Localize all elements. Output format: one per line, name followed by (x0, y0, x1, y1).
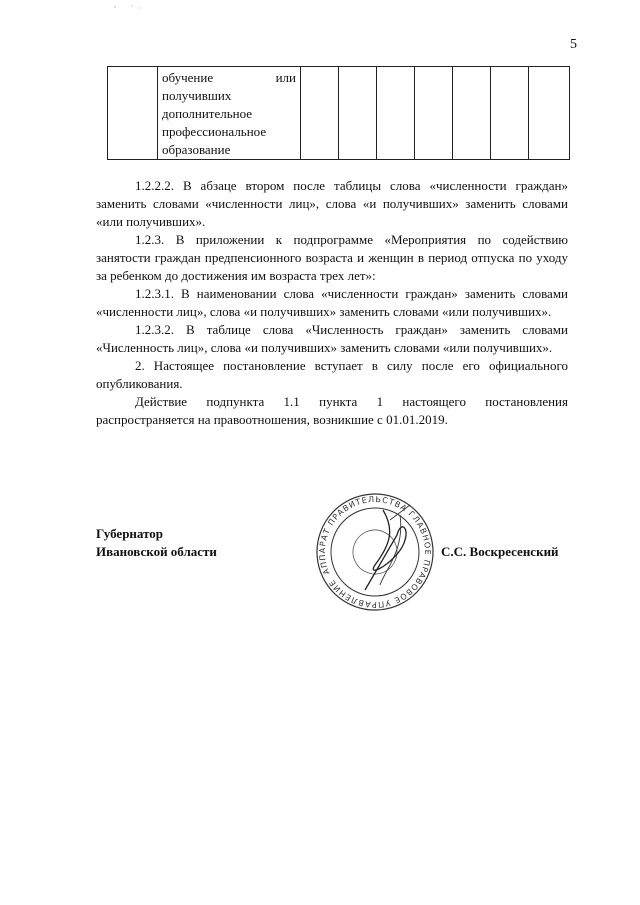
table-word: обучение (162, 70, 214, 85)
table-word: или (275, 70, 296, 85)
body-text (96, 177, 568, 429)
continuation-table (107, 66, 570, 160)
official-stamp (305, 490, 445, 615)
table-cell-empty (301, 67, 339, 160)
scan-artifact (112, 4, 142, 10)
signatory-region: Ивановской области (96, 544, 217, 559)
page-number: 5 (570, 37, 577, 52)
table-cell-description (158, 67, 301, 160)
table-cell-empty (415, 67, 453, 160)
paragraph-1-2-2-2: 1.2.2.2. В абзаце втором после таблицы слова «численности граждан» заменить словами «численности лиц», слова «и получивших» заменить словами «или получивших». (96, 178, 568, 229)
paragraph-1-2-3-1: 1.2.3.1. В наименовании слова «численности граждан» заменить словами «численности лиц», слова «и получивших» заменить словами «или получивших». (96, 286, 568, 319)
signatory-name: С.С. Воскресенский (441, 544, 559, 559)
table-cell-empty (491, 67, 529, 160)
table-line: профессиональное (162, 124, 267, 139)
paragraph-effect: Действие подпункта 1.1 пункта 1 настоящего постановления распространяется на правоотношения, возникшие с 01.01.2019. (96, 394, 568, 427)
stamp-text: АППАРАТ ПРАВИТЕЛЬСТВА ГЛАВНОЕ ПРАВОВОЕ УПРАВЛЕНИЕ (317, 494, 433, 610)
table-cell-empty (339, 67, 377, 160)
table-line: образование (162, 142, 231, 157)
table-cell-number (108, 67, 158, 160)
table-cell-empty (377, 67, 415, 160)
paragraph-1-2-3-2: 1.2.3.2. В таблице слова «Численность граждан» заменить словами «Численность лиц», слова «и получивших» заменить словами «или получивших». (96, 322, 568, 355)
paragraph-2: 2. Настоящее постановление вступает в силу после его официального опубликования. (96, 358, 568, 391)
paragraph-1-2-3: 1.2.3. В приложении к подпрограмме «Мероприятия по содействию занятости граждан предпенсионного возраста и женщин в период отпуска по уходу за ребенком до достижения им возраста трех лет»: (96, 232, 568, 283)
signatory-title (96, 525, 217, 561)
handwritten-signature (365, 510, 406, 590)
table-line: дополнительное (162, 106, 253, 121)
table-cell-empty (529, 67, 570, 160)
signatory-position: Губернатор (96, 526, 164, 541)
table-cell-empty (453, 67, 491, 160)
table-line: получивших (162, 88, 232, 103)
table-row (108, 67, 570, 160)
